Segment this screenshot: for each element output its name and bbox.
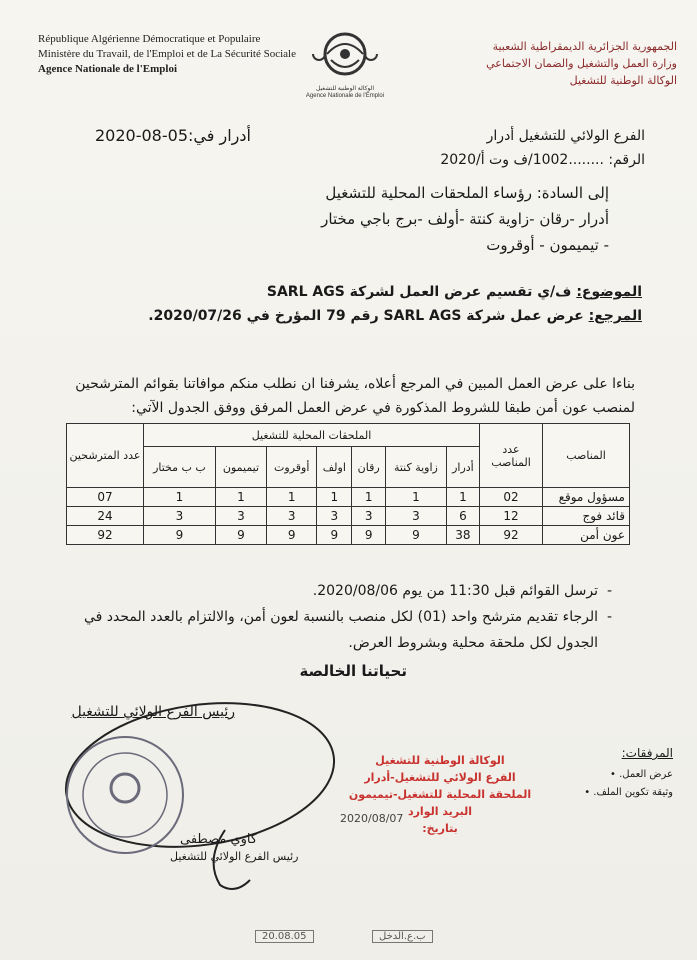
- header-post-count: عدد المناصب: [480, 424, 543, 488]
- cell-value: 9: [267, 526, 317, 545]
- fr-header-line-3: Agence Nationale de l'Emploi: [38, 63, 178, 75]
- addressee-block: [49, 180, 609, 258]
- header-posts: المناصب: [543, 424, 630, 488]
- table-row: [67, 488, 630, 507]
- cell-candidates: 07: [67, 488, 144, 507]
- french-header: [38, 32, 296, 77]
- cell-count: 02: [480, 488, 543, 507]
- note-deadline: - ترسل القوائم قبل 11:30 من يوم 2020/08/06.: [67, 578, 612, 604]
- round-stamp-outer-icon: [67, 737, 183, 853]
- cell-value: 1: [385, 488, 446, 507]
- cell-value: 1: [352, 488, 386, 507]
- cell-value: 1: [215, 488, 266, 507]
- cell-value: 1: [446, 488, 479, 507]
- footer-stamp-label: ب.ع.الدخل: [372, 930, 433, 943]
- reference-number: الرقم: ........1002/ف وت أ/2020: [440, 152, 645, 168]
- cell-value: 9: [144, 526, 216, 545]
- cell-post: قائد فوج: [543, 507, 630, 526]
- attachment-item: وثيقة تكوين الملف. •: [553, 784, 673, 802]
- cell-value: 3: [215, 507, 266, 526]
- header-agency: ب ب مختار: [144, 447, 216, 488]
- signatory-stamp-title: رئيس الفرع الولائي للتشغيل: [170, 850, 299, 863]
- cell-candidates: 24: [67, 507, 144, 526]
- header-local-agencies: الملحقات المحلية للتشغيل: [144, 424, 480, 447]
- header-agency: زاوية كنتة: [385, 447, 446, 488]
- subject-line: [267, 284, 642, 300]
- stamp-line-3: الملحقة المحلية للتشغيل-تيميمون: [348, 788, 532, 801]
- body-paragraph: بناءا على عرض العمل المبين في المرجع أعلاه، يشرفنا ان نطلب منكم موافاتنا بقوائم المترشحين لمنصب عون أمن طبقا للشروط المذكورة في عرض العمل المرفق ووفق الجدول الآتي:: [75, 376, 635, 416]
- logo-caption-fr: Agence Nationale de l'Emploi: [305, 93, 385, 99]
- signatory-name: كاوي مصطفى: [180, 832, 258, 847]
- footer-stamp-number: 20.08.05: [255, 930, 314, 943]
- cell-value: 3: [352, 507, 386, 526]
- cell-post: عون أمن: [543, 526, 630, 545]
- logo-caption-ar: الوكالة الوطنية للتشغيل: [315, 86, 375, 92]
- reference-label: المرجع:: [588, 308, 642, 324]
- cell-value: 9: [352, 526, 386, 545]
- reference-line: [148, 308, 642, 324]
- reference-text: عرض عمل شركة SARL AGS رقم 79 المؤرخ في 2020/07/26.: [148, 308, 584, 324]
- cell-count: 12: [480, 507, 543, 526]
- cell-value: 1: [317, 488, 352, 507]
- addressee-line-2: أدرار -رقان -زاوية كنتة -أولف -برج باجي مختار: [321, 210, 609, 228]
- stamp-line-4: البريد الوارد: [407, 805, 473, 818]
- attachment-item: عرض العمل. •: [553, 766, 673, 784]
- cell-count: 92: [480, 526, 543, 545]
- cell-post: مسؤول موقع: [543, 488, 630, 507]
- anem-logo: [300, 30, 390, 105]
- addressee-line-3: - تيميمون - أوقروت: [486, 236, 609, 254]
- cell-value: 3: [144, 507, 216, 526]
- note-one-candidate: - الرجاء تقديم مترشح واحد (01) لكل منصب بالنسبة لعون أمن، والالتزام بالعدد المحدد في الجدول لكل ملحقة محلية وبشروط العرض.: [67, 604, 612, 656]
- cell-value: 9: [215, 526, 266, 545]
- cell-value: 1: [267, 488, 317, 507]
- notes-list: [67, 578, 612, 656]
- signature-and-round-stamp: [50, 680, 340, 920]
- header-agency: أدرار: [446, 447, 479, 488]
- stamp-line-2: الفرع الولائي للتشغيل-أدرار: [364, 771, 516, 784]
- table-row: [67, 507, 630, 526]
- round-stamp-inner-icon: [83, 753, 167, 837]
- cell-candidates: 92: [67, 526, 144, 545]
- cell-value: 9: [385, 526, 446, 545]
- fr-header-line-1: République Algérienne Démocratique et Populaire: [38, 33, 261, 45]
- distribution-table: [66, 423, 630, 545]
- stamp-date: 2020/08/07: [340, 812, 404, 825]
- table-row: [67, 526, 630, 545]
- closing-greeting: تحياتنا الخالصة: [299, 662, 407, 680]
- header-agency: تيميمون: [215, 447, 266, 488]
- signatory-title: رئيس الفرع الولائي للتشغيل: [71, 704, 235, 720]
- ar-header-line-3: الوكالة الوطنية للتشغيل: [569, 74, 677, 87]
- subject-text: ف/ي تقسيم عرض العمل لشركة SARL AGS: [266, 284, 572, 300]
- attachments-list: [553, 766, 673, 802]
- arabic-header: [387, 38, 677, 89]
- header-agency: اولف: [317, 447, 352, 488]
- cell-value: 3: [385, 507, 446, 526]
- ar-header-line-2: وزارة العمل والتشغيل والضمان الاجتماعي: [486, 57, 677, 70]
- ar-header-line-1: الجمهورية الجزائرية الديمقراطية الشعبية: [492, 40, 677, 53]
- place-and-date: أدرار في:05-08-2020: [95, 126, 251, 145]
- header-agency: أوقروت: [267, 447, 317, 488]
- round-stamp-logo-icon: [111, 774, 139, 802]
- addressee-line-1: إلى السادة: رؤساء الملحقات المحلية للتشغيل: [325, 184, 609, 202]
- cell-value: 6: [446, 507, 479, 526]
- cell-value: 3: [317, 507, 352, 526]
- stamp-line-5: بتاريخ:: [422, 822, 458, 835]
- attachments-title: المرفقات:: [621, 746, 673, 760]
- stamp-line-1: الوكالة الوطنية للتشغيل: [375, 754, 505, 767]
- branch-name: الفرع الولائي للتشغيل أدرار: [486, 128, 645, 144]
- header-agency: رقان: [352, 447, 386, 488]
- header-candidates: عدد المترشحين: [67, 424, 144, 488]
- cell-value: 38: [446, 526, 479, 545]
- cell-value: 3: [267, 507, 317, 526]
- subject-label: الموضوع:: [576, 284, 642, 300]
- cell-value: 9: [317, 526, 352, 545]
- anem-logo-icon: [305, 30, 385, 82]
- cell-value: 1: [144, 488, 216, 507]
- fr-header-line-2: Ministère du Travail, de l'Emploi et de La Sécurité Sociale: [38, 48, 296, 60]
